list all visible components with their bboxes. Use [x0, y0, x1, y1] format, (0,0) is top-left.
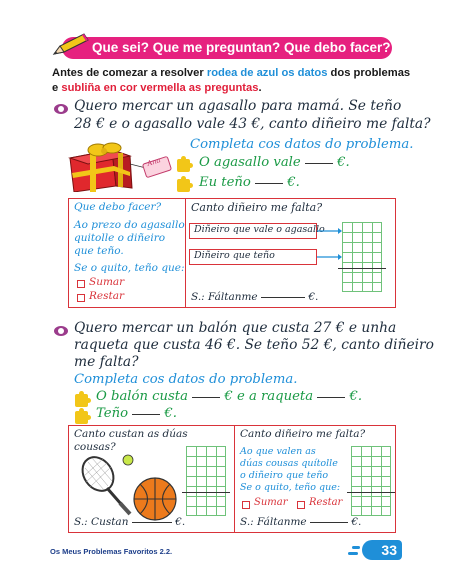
- problem2-right-answer: [240, 516, 361, 528]
- problem2-line2: raqueta que custa 46 €. Se teño 52 €, canto diñeiro: [74, 337, 434, 353]
- restar-label-2: Restar: [309, 497, 343, 508]
- problem1-data1-unit: €.: [337, 155, 350, 170]
- problem2-racket-blank[interactable]: [317, 397, 345, 398]
- puzzle-icon: [177, 159, 190, 172]
- problem2-left-answer: [74, 516, 185, 528]
- problem2-left-answer-blank[interactable]: [132, 522, 172, 523]
- problem1-left-l1: Ao prezo do agasallo: [74, 219, 185, 231]
- problem2-data2-blank[interactable]: [132, 414, 160, 415]
- problem2-right-question: Canto diñeiro me falta?: [240, 428, 366, 440]
- section-title-text: Que sei? Que me preguntan? Que debo facer?: [92, 40, 391, 55]
- problem1-line2: 28 € e o agasallo vale 43 €, canto diñeiro me falta?: [74, 116, 431, 132]
- problem2-bullet-icon: [54, 326, 68, 336]
- problem1-left-l3: que teño.: [74, 245, 124, 257]
- problem2-right-l3: o diñeiro que teño: [240, 470, 329, 481]
- problem1-instruction: Completa cos datos do problema.: [190, 137, 414, 152]
- restar-checkbox-2[interactable]: [297, 501, 305, 509]
- problem2-data2: [96, 406, 177, 421]
- problem1-answer: [191, 291, 318, 303]
- problem1-left-question: Que debo facer?: [74, 201, 162, 213]
- problem1-answer-blank[interactable]: [261, 297, 305, 298]
- problem2-left-answer-unit: €.: [175, 516, 186, 528]
- label-my-money: Diñeiro que teño: [194, 250, 275, 261]
- problem2-right-l4: Se o quito, teño que:: [240, 482, 341, 493]
- problem2-right-l2: dúas cousas quítolle: [240, 458, 338, 469]
- problem2-right-answer-unit: €.: [351, 516, 362, 528]
- label-box-my-money: [189, 249, 317, 265]
- intro-part2: rodea de azul os datos: [206, 67, 328, 79]
- label-box-gift-price: [189, 223, 325, 239]
- arrows-icon: [316, 226, 342, 266]
- gift-tag-text: Ana: [146, 156, 162, 168]
- problem2-left-operation-line: [182, 492, 230, 493]
- problem2-divider: [234, 425, 235, 533]
- sumar-checkbox[interactable]: [77, 280, 85, 288]
- problem1-data2-label: Eu teño: [199, 175, 251, 190]
- problem2-right-l1: Ao que valen as: [240, 446, 316, 457]
- problem2-data1-unit: €.: [349, 389, 363, 404]
- problem1-data1-label: O agasallo vale: [199, 155, 301, 170]
- problem1-answer-unit: €.: [308, 291, 319, 303]
- restar-checkbox[interactable]: [77, 294, 85, 302]
- problem1-left-l4: Se o quito, teño que:: [74, 262, 185, 274]
- restar-label: Restar: [89, 290, 125, 302]
- sumar-label-2: Sumar: [254, 497, 288, 508]
- intro-instructions: [52, 66, 412, 96]
- problem1-data2-blank[interactable]: [255, 183, 283, 184]
- problem2-data1-label-b: € e a raqueta: [224, 389, 314, 404]
- problem1-data2: [199, 175, 300, 190]
- problem2-instruction: Completa cos datos do problema.: [74, 372, 298, 387]
- problem1-line1: Quero mercar un agasallo para mamá. Se teño: [74, 98, 402, 114]
- problem2-right-operation-line: [347, 492, 395, 493]
- problem1-operation-line: [338, 268, 386, 269]
- problem2-right-answer-label: S.: Fáltanme: [240, 516, 307, 528]
- problem2-data1-label-a: O balón custa: [96, 389, 188, 404]
- problem1-answer-grid[interactable]: [342, 222, 382, 292]
- tennis-racket-icon: [78, 454, 138, 516]
- problem2-ball-blank[interactable]: [192, 397, 220, 398]
- intro-part4: subliña en cor vermella as preguntas: [61, 82, 259, 94]
- problem2-line3: me falta?: [74, 354, 139, 370]
- intro-part1: Antes de comezar a resolver: [52, 67, 207, 79]
- problem2-data1: [96, 389, 362, 404]
- problem2-data2-label: Teño: [96, 406, 129, 421]
- problem1-data1-blank[interactable]: [305, 163, 333, 164]
- problem1-data1: [199, 155, 350, 170]
- problem1-left-l2: quitolle o diñeiro: [74, 232, 166, 244]
- sumar-label: Sumar: [89, 276, 125, 288]
- problem1-data2-unit: €.: [287, 175, 300, 190]
- problem1-right-question: Canto diñeiro me falta?: [191, 201, 323, 214]
- intro-part5: .: [258, 82, 262, 94]
- problem2-left-q2: cousas?: [74, 441, 116, 453]
- problem2-data2-unit: €.: [164, 406, 178, 421]
- problem2-left-answer-label: S.: Custan: [74, 516, 129, 528]
- problem1-divider: [185, 198, 186, 308]
- book-title: Os Meus Problemas Favoritos 2.2.: [50, 547, 173, 556]
- problem1-answer-label: S.: Fáltanme: [191, 291, 258, 303]
- intro-part3: dos problemas e: [52, 67, 411, 94]
- problem2-left-q1: Canto custan as dúas: [74, 428, 188, 440]
- page-number: 33: [362, 540, 402, 560]
- problem2-line1: Quero mercar un balón que custa 27 € e unha: [74, 320, 397, 336]
- problem2-right-grid[interactable]: [351, 446, 391, 516]
- label-gift-price: Diñeiro que vale o agasallo: [194, 224, 325, 235]
- problem1-bullet-icon: [54, 104, 68, 114]
- pencil-icon: [50, 32, 90, 58]
- sumar-checkbox-2[interactable]: [242, 501, 250, 509]
- puzzle-icon: [75, 411, 88, 424]
- problem2-left-grid[interactable]: [186, 446, 226, 516]
- problem2-right-answer-blank[interactable]: [310, 522, 348, 523]
- section-title: [62, 37, 392, 59]
- puzzle-icon: [75, 394, 88, 407]
- puzzle-icon: [177, 179, 190, 192]
